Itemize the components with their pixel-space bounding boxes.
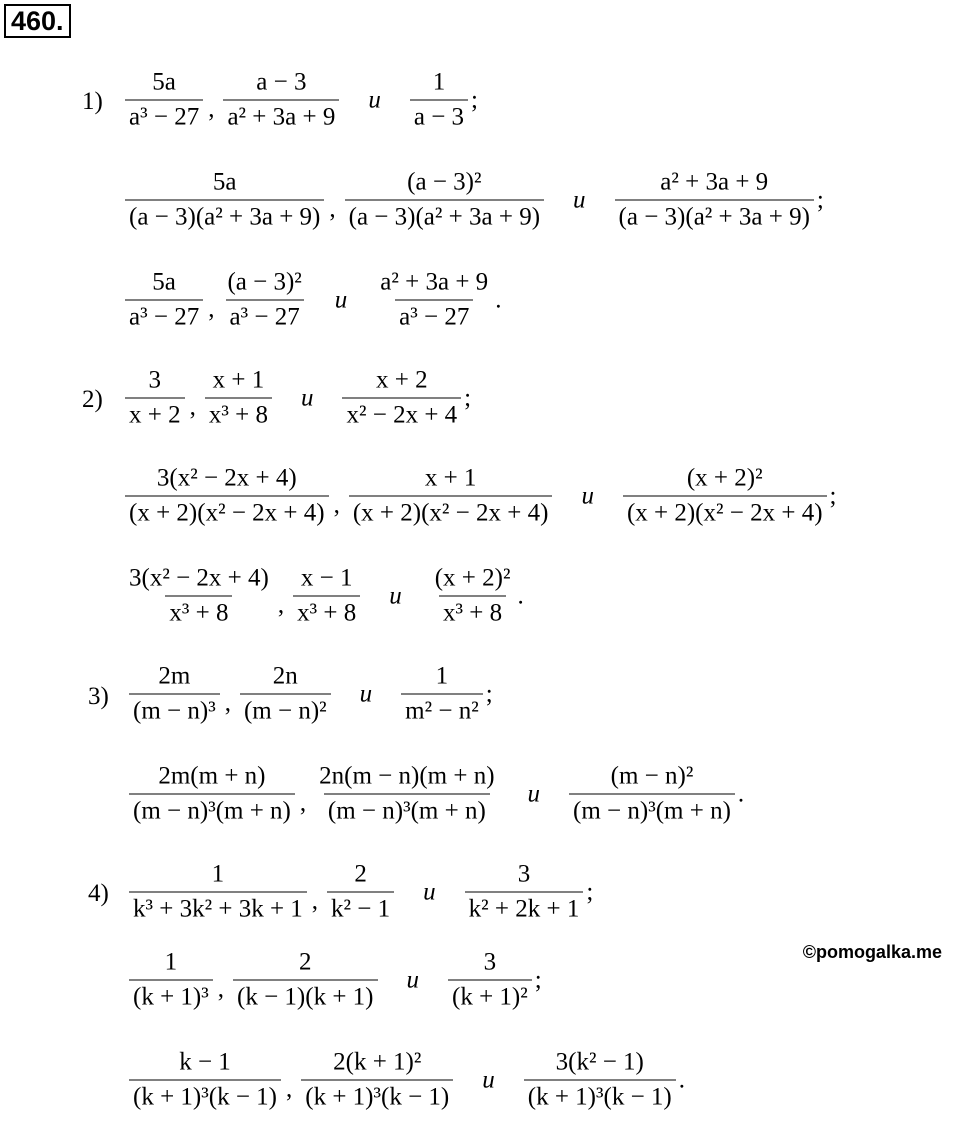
fraction xyxy=(346,465,556,528)
denominator: (k + 1)³(k − 1) xyxy=(524,1080,676,1112)
fraction xyxy=(126,763,298,826)
numerator: 5a xyxy=(152,68,176,96)
denominator: (k + 1)³(k − 1) xyxy=(301,1080,453,1112)
expression-line xyxy=(122,367,471,430)
numerator: x + 2 xyxy=(376,366,428,394)
denominator: (a − 3)(a² + 3a + 9) xyxy=(125,200,324,232)
fraction xyxy=(342,169,547,232)
denominator: k² − 1 xyxy=(327,892,394,924)
denominator: (m − n)³(m + n) xyxy=(569,794,735,826)
denominator: (k + 1)² xyxy=(448,980,532,1012)
line-end-punctuation: ; xyxy=(816,186,824,213)
conjunction: и xyxy=(527,780,541,807)
denominator: k² + 2k + 1 xyxy=(465,892,584,924)
expression-line xyxy=(122,269,501,332)
numerator: 5a xyxy=(212,168,237,196)
conjunction: и xyxy=(581,482,594,509)
part-label: 2) xyxy=(82,386,103,413)
denominator: (a − 3)(a² + 3a + 9) xyxy=(615,200,814,232)
line-end-punctuation: . xyxy=(737,780,745,807)
numerator: (x + 2)² xyxy=(686,464,763,492)
numerator: 2 xyxy=(299,948,312,976)
fraction xyxy=(122,367,188,430)
fraction xyxy=(122,269,206,332)
comma: , xyxy=(208,295,215,323)
fraction xyxy=(122,565,276,628)
denominator: (m − n)³ xyxy=(129,694,220,726)
part-label: 3) xyxy=(88,683,109,710)
denominator: (k − 1)(k + 1) xyxy=(233,980,378,1012)
conjunction: и xyxy=(406,966,419,993)
numerator: (m − n)² xyxy=(610,762,694,790)
fraction xyxy=(126,663,223,726)
fraction xyxy=(428,565,518,628)
numerator: x + 1 xyxy=(212,366,265,394)
denominator: x² − 2x + 4 xyxy=(342,398,461,430)
denominator: (m − n)² xyxy=(240,694,331,726)
fraction xyxy=(220,69,342,132)
comma: , xyxy=(311,887,319,915)
denominator: a² + 3a + 9 xyxy=(223,100,339,132)
numerator: 5a xyxy=(152,268,176,296)
part-label: 4) xyxy=(88,880,109,907)
fraction xyxy=(220,269,308,332)
comma: , xyxy=(286,1075,293,1103)
comma: , xyxy=(333,491,340,519)
denominator: (x + 2)(x² − 2x + 4) xyxy=(349,496,553,528)
watermark: ©pomogalka.me xyxy=(802,942,942,962)
fraction xyxy=(398,663,486,726)
fraction xyxy=(612,169,817,232)
fraction xyxy=(290,565,363,628)
comma: , xyxy=(329,195,336,223)
denominator: x + 2 xyxy=(125,398,185,430)
line-end-punctuation: ; xyxy=(485,680,493,707)
fraction xyxy=(324,861,397,924)
conjunction: и xyxy=(573,186,586,213)
denominator: (x + 2)(x² − 2x + 4) xyxy=(125,496,329,528)
denominator: (k + 1)³(k − 1) xyxy=(129,1080,281,1112)
numerator: 2 xyxy=(354,860,367,888)
comma: , xyxy=(277,591,285,619)
expression-line xyxy=(126,1049,685,1112)
expression-line xyxy=(126,861,593,924)
line-end-punctuation: ; xyxy=(471,86,478,113)
conjunction: и xyxy=(389,582,402,609)
numerator: 2(k + 1)² xyxy=(333,1048,422,1076)
denominator: a³ − 27 xyxy=(395,300,473,332)
fraction xyxy=(339,367,464,430)
problem-number: 460. xyxy=(4,4,71,38)
expression-line xyxy=(126,949,542,1012)
conjunction: и xyxy=(423,878,436,905)
comma: , xyxy=(189,393,196,421)
fraction xyxy=(462,861,587,924)
fraction xyxy=(620,465,830,528)
fraction xyxy=(122,465,332,528)
numerator: 3 xyxy=(483,948,497,976)
line-end-punctuation: ; xyxy=(464,384,472,411)
denominator: x³ + 8 xyxy=(439,596,506,628)
numerator: 1 xyxy=(211,860,225,888)
denominator: a³ − 27 xyxy=(125,100,203,132)
denominator: (k + 1)³ xyxy=(129,980,213,1012)
numerator: 1 xyxy=(164,948,178,976)
fraction xyxy=(126,949,216,1012)
numerator: 2m(m + n) xyxy=(158,762,266,790)
conjunction: и xyxy=(359,680,373,707)
numerator: 3 xyxy=(148,366,162,394)
numerator: 1 xyxy=(432,68,446,96)
expression-line xyxy=(122,169,824,232)
conjunction: и xyxy=(482,1066,495,1093)
denominator: (m − n)³(m + n) xyxy=(324,794,490,826)
numerator: 3(x² − 2x + 4) xyxy=(156,464,297,492)
comma: , xyxy=(217,975,224,1003)
numerator: (a − 3)² xyxy=(407,168,482,196)
conjunction: и xyxy=(334,286,348,313)
denominator: k³ + 3k² + 3k + 1 xyxy=(129,892,307,924)
denominator: (x + 2)(x² − 2x + 4) xyxy=(623,496,827,528)
numerator: x + 1 xyxy=(424,464,477,492)
denominator: x³ + 8 xyxy=(165,596,232,628)
line-end-punctuation: . xyxy=(678,1066,685,1093)
fraction xyxy=(521,1049,679,1112)
numerator: 1 xyxy=(435,662,449,690)
conjunction: и xyxy=(368,86,381,113)
line-end-punctuation: ; xyxy=(829,482,837,509)
numerator: 2m xyxy=(158,662,191,690)
numerator: a − 3 xyxy=(256,68,307,96)
expression-line xyxy=(126,663,493,726)
fraction xyxy=(298,1049,456,1112)
fraction xyxy=(373,269,495,332)
numerator: k − 1 xyxy=(179,1048,231,1076)
denominator: a³ − 27 xyxy=(226,300,304,332)
numerator: x − 1 xyxy=(300,564,353,592)
numerator: 3 xyxy=(517,860,531,888)
comma: , xyxy=(299,789,307,817)
fraction xyxy=(122,169,327,232)
line-end-punctuation: ; xyxy=(534,966,542,993)
fraction xyxy=(445,949,535,1012)
numerator: (a − 3)² xyxy=(227,268,302,296)
denominator: x³ + 8 xyxy=(293,596,360,628)
fraction xyxy=(566,763,738,826)
numerator: a² + 3a + 9 xyxy=(660,168,769,196)
fraction xyxy=(237,663,334,726)
numerator: 2n(m − n)(m + n) xyxy=(319,762,495,790)
numerator: 3(x² − 2x + 4) xyxy=(129,564,269,592)
part-label: 1) xyxy=(82,88,103,115)
line-end-punctuation: . xyxy=(495,286,502,313)
numerator: a² + 3a + 9 xyxy=(380,268,489,296)
fraction xyxy=(126,861,310,924)
denominator: m² − n² xyxy=(401,694,483,726)
denominator: (a − 3)(a² + 3a + 9) xyxy=(345,200,544,232)
line-end-punctuation: ; xyxy=(586,878,594,905)
numerator: (x + 2)² xyxy=(434,564,511,592)
conjunction: и xyxy=(300,384,314,411)
line-end-punctuation: . xyxy=(517,582,524,609)
expression-line xyxy=(122,565,524,628)
denominator: (m − n)³(m + n) xyxy=(129,794,295,826)
fraction xyxy=(230,949,381,1012)
denominator: x³ + 8 xyxy=(205,398,272,430)
denominator: a³ − 27 xyxy=(125,300,203,332)
comma: , xyxy=(224,689,231,717)
expression-line xyxy=(126,763,744,826)
fraction xyxy=(202,367,275,430)
fraction xyxy=(407,69,471,132)
expression-line xyxy=(122,465,836,528)
denominator: a − 3 xyxy=(410,100,468,132)
fraction xyxy=(126,1049,284,1112)
fraction xyxy=(312,763,501,826)
numerator: 3(k² − 1) xyxy=(555,1048,644,1076)
numerator: 2n xyxy=(272,662,298,690)
expression-line xyxy=(122,69,478,132)
fraction xyxy=(122,69,206,132)
comma: , xyxy=(208,95,215,123)
